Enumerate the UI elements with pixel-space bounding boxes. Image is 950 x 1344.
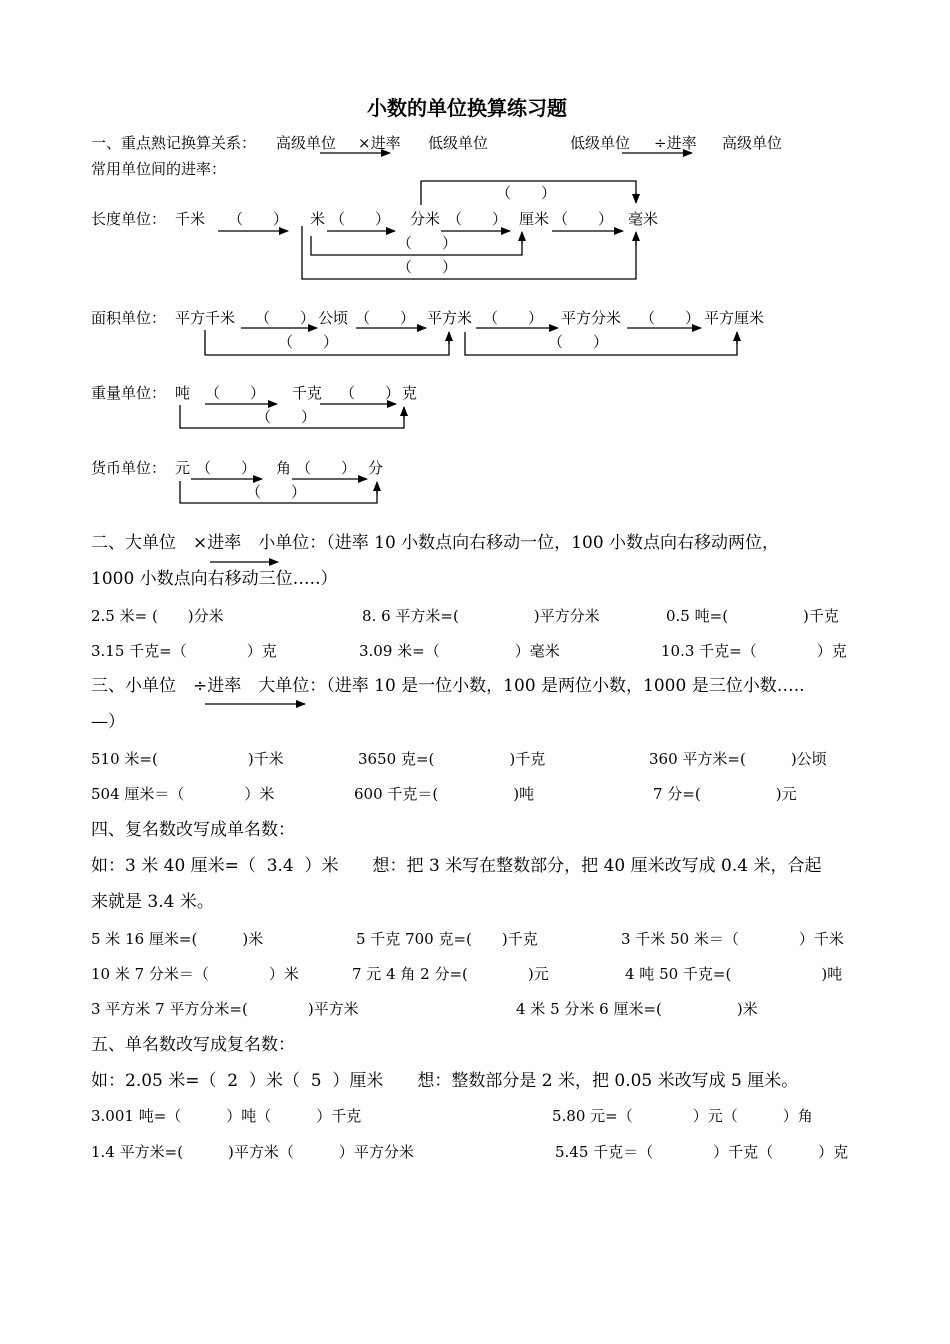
- blank: （ ）: [255, 309, 316, 327]
- blank: （ ）: [340, 384, 401, 402]
- section4-example-cont: 来就是 3.4 米。: [91, 892, 214, 912]
- multiply-rate-label: ×进率: [358, 134, 401, 152]
- section3-heading-cont: —）: [91, 712, 125, 732]
- low-unit-label: 低级单位: [428, 134, 489, 152]
- blank: （ ）: [196, 459, 257, 477]
- weight-label: 重量单位：: [91, 384, 167, 402]
- low-unit-label-2: 低级单位: [570, 134, 631, 152]
- unit-yuan: 元: [175, 459, 191, 477]
- bracket-arrow: [180, 481, 377, 503]
- exercise-item: 3650 克=( )千克: [358, 750, 546, 768]
- blank: （ ）: [278, 333, 339, 351]
- bracket-arrow: [180, 405, 404, 428]
- unit-ton: 吨: [175, 384, 191, 402]
- blank: （ ）: [640, 309, 701, 327]
- bracket-arrow: [311, 236, 522, 255]
- exercise-item: 10.3 千克=（ ）克: [661, 642, 847, 660]
- unit-mm: 毫米: [628, 210, 659, 228]
- exercise-item: 600 千克＝( )吨: [354, 785, 535, 803]
- exercise-item: 7 元 4 角 2 分=( )元: [352, 965, 549, 983]
- unit-kg: 千克: [292, 384, 323, 402]
- bracket-arrow: [205, 330, 449, 355]
- blank: （ ）: [355, 309, 416, 327]
- unit-cm: 厘米: [519, 210, 550, 228]
- blank: （ ）: [447, 210, 508, 228]
- blank: （ ）: [548, 333, 609, 351]
- area-label: 面积单位：: [91, 309, 167, 327]
- section4-example: 如：3 米 40 厘米=（ 3.4 ）米 想：把 3 米写在整数部分，把 40 厘米改写成 0.4 米，合起: [91, 856, 822, 876]
- exercise-item: 360 平方米=( )公顷: [649, 750, 827, 768]
- unit-hectare: 公顷: [318, 309, 349, 327]
- blank: （ ）: [483, 309, 544, 327]
- blank: （ ）: [553, 210, 614, 228]
- section4-heading: 四、复名数改写成单名数：: [91, 820, 295, 840]
- blank: （ ）: [246, 483, 307, 501]
- exercise-item: 0.5 吨=( )千克: [666, 607, 839, 625]
- unit-fen: 分: [368, 459, 384, 477]
- high-unit-label-2: 高级单位: [722, 134, 783, 152]
- blank: （ ）: [496, 184, 557, 202]
- exercise-item: 2.5 米= ( )分米: [91, 607, 224, 625]
- rates-label: 常用单位间的进率：: [91, 160, 227, 178]
- unit-sq-dm: 平方分米: [561, 309, 622, 327]
- length-label: 长度单位：: [91, 210, 167, 228]
- blank: （ ）: [330, 210, 391, 228]
- exercise-item: 5.80 元=（ ）元（ ）角: [552, 1107, 813, 1125]
- exercise-item: 504 厘米＝（ ）米: [91, 785, 275, 803]
- unit-jiao: 角: [276, 459, 292, 477]
- exercise-item: 3.09 米=（ ）毫米: [359, 642, 560, 660]
- bracket-arrow: [465, 332, 737, 355]
- exercise-item: 5.45 千克＝（ ）千克（ ）克: [555, 1143, 849, 1161]
- high-unit-label: 高级单位: [276, 134, 337, 152]
- blank: （ ）: [228, 210, 289, 228]
- exercise-item: 1.4 平方米=( )平方米（ ）平方分米: [91, 1143, 414, 1161]
- unit-g: 克: [402, 384, 418, 402]
- exercise-item: 3.15 千克=（ ）克: [91, 642, 277, 660]
- unit-dm: 分米: [410, 210, 441, 228]
- exercise-item: 7 分=( )元: [653, 785, 797, 803]
- bracket-arrow: [302, 226, 636, 279]
- exercise-item: 4 吨 50 千克=( )吨: [625, 965, 843, 983]
- unit-sq-m: 平方米: [427, 309, 473, 327]
- blank: （ ）: [256, 408, 317, 426]
- exercise-item: 8. 6 平方米=( )平方分米: [362, 607, 600, 625]
- exercise-item: 5 米 16 厘米=( )米: [91, 930, 264, 948]
- exercise-item: 4 米 5 分米 6 厘米=( )米: [516, 1000, 758, 1018]
- exercise-item: 3 千米 50 米＝（ ）千米: [621, 930, 844, 948]
- exercise-item: 510 米=( )千米: [91, 750, 284, 768]
- currency-label: 货币单位：: [91, 459, 167, 477]
- divide-rate-label: ÷进率: [654, 134, 697, 152]
- unit-sq-cm: 平方厘米: [704, 309, 765, 327]
- bracket-arrow: [421, 181, 636, 205]
- blank: （ ）: [205, 384, 266, 402]
- section3-heading: 三、小单位 ÷进率 大单位：（进率 10 是一位小数，100 是两位小数，1000 是三位小数…..: [91, 676, 805, 696]
- exercise-item: 10 米 7 分米＝（ ）米: [91, 965, 299, 983]
- section2-heading: 二、大单位 ×进率 小单位：（进率 10 小数点向右移动一位，100 小数点向右移动两位，: [91, 533, 780, 553]
- exercise-item: 5 千克 700 克=( )千克: [356, 930, 538, 948]
- exercise-item: 3 平方米 7 平方分米=( )平方米: [91, 1000, 359, 1018]
- page-title: 小数的单位换算练习题: [367, 96, 567, 120]
- section2-heading-cont: 1000 小数点向右移动三位…..）: [91, 569, 338, 589]
- section5-heading: 五、单名数改写成复名数：: [91, 1035, 295, 1055]
- section5-example: 如：2.05 米=（ 2 ）米（ 5 ）厘米 想：整数部分是 2 米，把 0.05 米改写成 5 厘米。: [91, 1071, 799, 1091]
- blank: （ ）: [397, 258, 458, 276]
- unit-m: 米: [310, 210, 326, 228]
- section1-heading: 一、重点熟记换算关系：: [91, 134, 257, 152]
- exercise-item: 3.001 吨=（ ）吨（ ）千克: [91, 1107, 362, 1125]
- unit-sq-km: 平方千米: [175, 309, 236, 327]
- unit-km: 千米: [175, 210, 206, 228]
- blank: （ ）: [397, 234, 458, 252]
- blank: （ ）: [296, 459, 357, 477]
